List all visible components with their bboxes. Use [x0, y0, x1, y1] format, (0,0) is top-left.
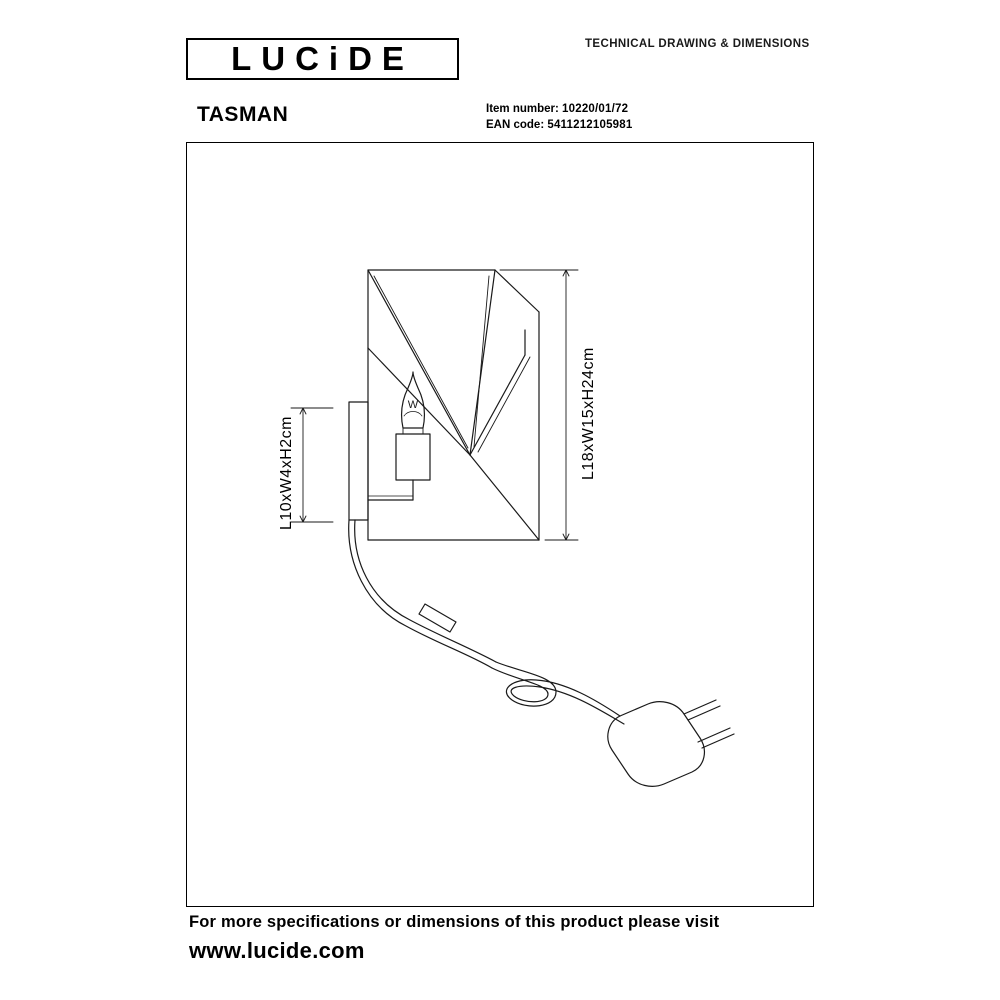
ean-code-label: EAN code:	[486, 119, 545, 131]
item-number-label: Item number:	[486, 103, 559, 115]
brand-logo-box	[186, 38, 459, 80]
item-number	[486, 103, 628, 115]
dimension-label-left: L10xW4xH2cm	[278, 416, 295, 530]
bulb-marking-letter: W	[407, 399, 419, 411]
ean-code-value: 5411212105981	[547, 119, 633, 131]
dimension-label-right: L18xW15xH24cm	[580, 347, 597, 480]
ean-code	[486, 119, 632, 131]
footer-specifications-text: For more specifications or dimensions of this product please visit	[189, 913, 720, 931]
item-number-value: 10220/01/72	[562, 103, 629, 115]
technical-drawing-label: TECHNICAL DRAWING & DIMENSIONS	[585, 38, 810, 50]
product-name: TASMAN	[197, 103, 289, 126]
footer-website-url[interactable]: www.lucide.com	[189, 938, 365, 963]
brand-logo-text: LUCiDE	[231, 40, 414, 77]
